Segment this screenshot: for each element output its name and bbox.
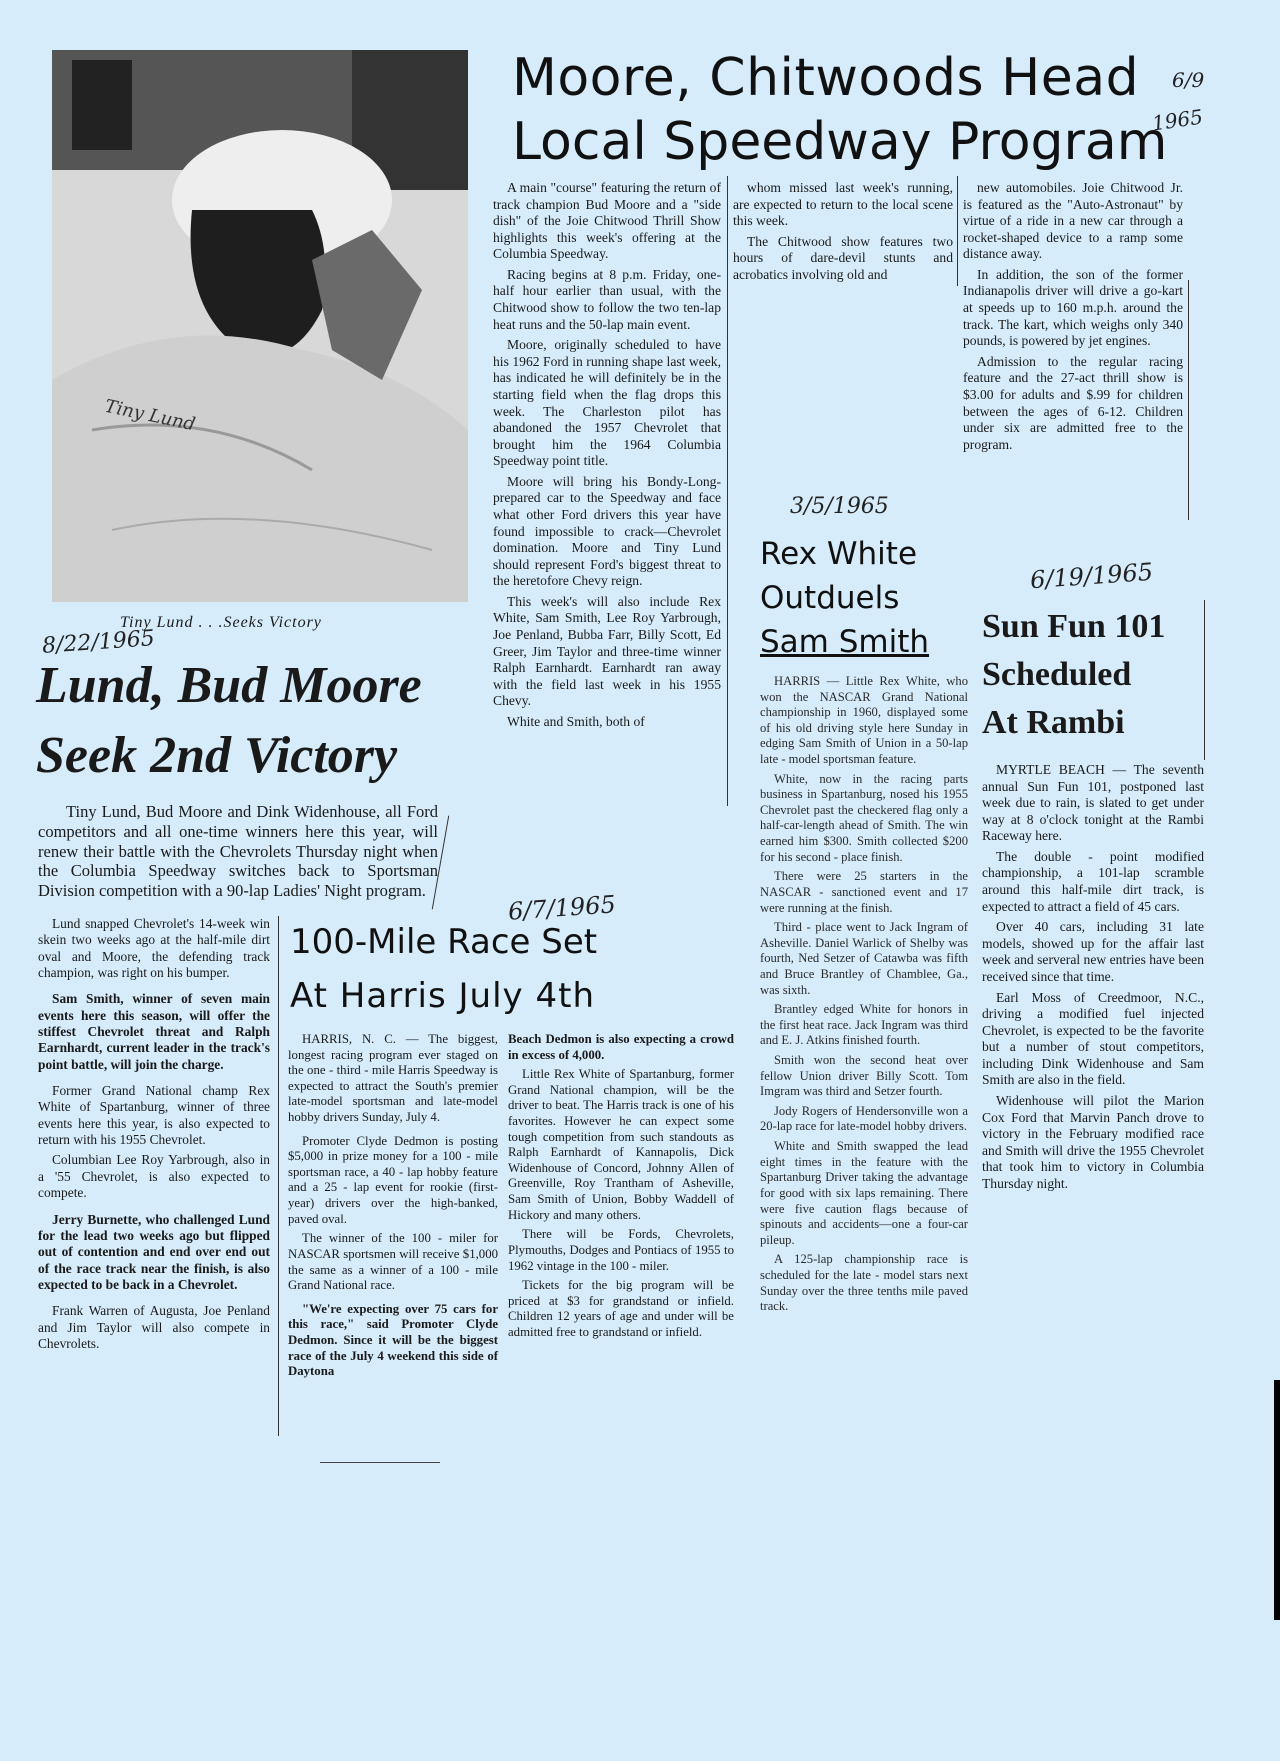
sunfun-headline-1: Sun Fun 101 <box>982 608 1166 645</box>
rex-p1: HARRIS — Little Rex White, who won the NASCAR Grand National championship in 1960, displayed some of his old driving style here Sunday in edging Sam Smith of Union in a 50-lap late - model sportsman feature. <box>760 674 968 767</box>
sunfun-p4: Earl Moss of Creedmoor, N.C., driving a modified fuel injected Chevrolet, is expected to be the favorite but a number of stout competitors, including Dink Widenhouse and Sam Smith are also in the field. <box>982 989 1204 1088</box>
moore-rule-1 <box>727 176 728 806</box>
sunfun-p1: MYRTLE BEACH — The seventh annual Sun Fun 101, postponed last week due to rain, is slated to get under way at 8 o'clock tonight at the Rambi Raceway here. <box>982 762 1204 844</box>
moore-rule-3 <box>1188 280 1189 520</box>
rex-p5: Brantley edged White for honors in the first heat race. Jack Ingram was third and E. J. Atkins finished fourth. <box>760 1002 968 1048</box>
moore-c1-p3: Moore, originally scheduled to have his 1962 Ford in running shape last week, has indicated he will definitely be in the starting field when the flag drops this week. The Charleston pilot has abandoned the 1957 Chevrolet that brought him the 1964 Columbia Speedway point title. <box>493 337 721 469</box>
moore-c3-p3: Admission to the regular racing feature and the 27-act thrill show is $3.00 for adults and $.99 for children between the ages of 6-12. Children under six are admitted free to the program. <box>963 353 1183 452</box>
sunfun-p5: Widenhouse will pilot the Marion Cox Ford that Marvin Panch drove to victory in the February modified race and Smith will drive the 1955 Chevrolet that took him to victory in Columbia Thursday night. <box>982 1092 1204 1191</box>
harris-c1-p2: Promoter Clyde Dedmon is posting $5,000 in prize money for a 100 - mile sportsman race, a 40 - lap hobby feature and a 25 - lap event for rookie (first-year) drivers over the high-banked, paved oval. <box>288 1133 498 1226</box>
rex-body <box>760 674 968 1319</box>
edge-mark <box>1274 1380 1280 1620</box>
lund-body <box>38 916 270 1356</box>
driver-photo <box>52 50 468 602</box>
sunfun-rule <box>1204 600 1205 760</box>
lund-lead-paragraph: Tiny Lund, Bud Moore and Dink Widenhouse, all Ford competitors and all one-time winners here this year, will renew their battle with the Chevrolets Thursday night when the Columbia Speedway switches back to Sportsman Division competition with a 90-lap Ladies' Night program. <box>38 802 438 901</box>
harris-c2-p4: Tickets for the big program will be priced at $3 for grandstand or infield. Children 12 years of age and under will be admitted free to grandstand or infield. <box>508 1278 734 1339</box>
rex-p2: White, now in the racing parts business in Spartanburg, nosed his 1955 Chevrolet past the checkered flag only a half-car-length ahead of Smith. The win earned him $300. Smith collected $200 for his second - place finish. <box>760 771 968 864</box>
lund-p2: Sam Smith, winner of seven main events here this season, will offer the stiffest Chevrolet threat and Ralph Earnhardt, current leader in the track's point battle, will join the charge. <box>38 991 270 1072</box>
harris-c1-p3: The winner of the 100 - miler for NASCAR sportsmen will receive $1,000 the same as a winner of a 100 - mile Grand National race. <box>288 1231 498 1293</box>
moore-col2 <box>733 180 953 287</box>
driver-photo-drawing <box>52 50 468 602</box>
moore-rule-2 <box>957 176 958 286</box>
moore-col1 <box>493 180 721 735</box>
moore-c2-p2: The Chitwood show features two hours of dare-devil stunts and acrobatics involving old and <box>733 233 953 282</box>
moore-c1-p6: White and Smith, both of <box>507 713 645 729</box>
lund-headline-1: Lund, Bud Moore <box>36 657 422 714</box>
harris-c2-p1: Beach Dedmon is also expecting a crowd in excess of 4,000. <box>508 1032 734 1062</box>
harris-headline-1: 100-Mile Race Set <box>290 922 598 962</box>
rex-p6: Smith won the second heat over fellow Union driver Billy Scott. Tom Imgram was third and Setzer fourth. <box>760 1053 968 1099</box>
date-harris: 6/7/1965 <box>507 890 617 926</box>
harris-col1 <box>288 1032 498 1384</box>
sunfun-p3: Over 40 cars, including 31 late models, showed up for the affair last week and serveral new entries have been received since that time. <box>982 919 1204 984</box>
date-top-right: 6/9 <box>1172 68 1205 92</box>
moore-c3-p1: new automobiles. Joie Chitwood Jr. is featured as the "Auto-Astronaut" by virtue of a ride in a new car through a rocket-shaped device to a ramp some distance away. <box>963 180 1183 262</box>
date-top-right-year: 1965 <box>1150 104 1205 136</box>
lund-p6: Frank Warren of Augusta, Joe Penland and Jim Taylor will also compete in Chevrolets. <box>38 1303 270 1351</box>
sunfun-p2: The double - point modified championship, a 101-lap scramble around this half-mile dirt track, is expected to attract a field of 45 cars. <box>982 848 1204 914</box>
photo-caption: Tiny Lund . . .Seeks Victory <box>120 614 322 631</box>
lund-p4: Columbian Lee Roy Yarbrough, also in a '55 Chevrolet, is also expected to compete. <box>38 1152 270 1201</box>
rex-headline-2: Outduels <box>760 580 900 616</box>
sunfun-body <box>982 762 1204 1196</box>
lund-column-rule <box>278 916 279 1436</box>
rex-headline-1: Rex White <box>760 536 918 572</box>
moore-c1-p1: A main "course" featuring the return of track champion Bud Moore and a "side dish" of the Joie Chitwood Thrill Show highlights this week's offering at the Columbia Speedway. <box>493 180 721 262</box>
rex-p8: White and Smith swapped the lead eight times in the feature with the Spartanburg Driver taking the advantage for good with six laps remaining. There were five caution flags because of spinouts and accidents—one a four-car pileup. <box>760 1139 968 1247</box>
harris-c2-p2: Little Rex White of Spartanburg, former Grand National champion, will be the driver to beat. The Harris track is one of his favorites. However he can expect some tough competition from such standouts as Ralph Earnhardt of Kannapolis, Dick Widenhouse of Concord, Johnny Allen of Greenville, Roy Trantham of Asheville, Sam Smith of Union, Bobby Waddell of Hickory and many others. <box>508 1067 734 1222</box>
rex-p9: A 125-lap championship race is scheduled for the late - model stars next Sunday over the three tenths mile paved track. <box>760 1252 968 1314</box>
date-lund: 8/22/1965 <box>41 626 156 659</box>
moore-c1-p4: Moore will bring his Bondy-Long-prepared car to the Speedway and face what other Ford drivers this year have found impossible to crack—Chevrolet domination. Moore and Tiny Lund should represent Ford's biggest threat to the heretofore Chevy reign. <box>493 473 721 589</box>
date-sun-fun: 6/19/1965 <box>1029 557 1154 595</box>
moore-headline-1: Moore, Chitwoods Head <box>512 48 1140 108</box>
harris-bottom-rule <box>320 1462 440 1463</box>
rex-p4: Third - place went to Jack Ingram of Asheville. Daniel Warlick of Shelby was fourth, Ned Setzer of Catawba was fifth and Bruce Brantley of Chamblee, Ga., was sixth. <box>760 920 968 997</box>
rex-headline-3: Sam Smith <box>760 624 930 660</box>
harris-c1-p4: "We're expecting over 75 cars for this race," said Promoter Clyde Dedmon. Since it will be the biggest race of the July 4 weekend this side of Daytona <box>288 1301 498 1379</box>
sunfun-headline-2: Scheduled <box>982 656 1132 693</box>
harris-c1-p1: HARRIS, N. C. — The biggest, longest racing program ever staged on the one - third - mile Harris Speedway is expected to attract the South's premier late-model sportsman and late-model hobby drivers Sunday, July 4. <box>288 1032 498 1125</box>
moore-c3-p2: In addition, the son of the former Indianapolis driver will drive a go-kart at speeds up to 160 m.p.h. around the track. The kart, which weighs only 340 pounds, is powered by jet engines. <box>963 266 1183 349</box>
moore-headline-2: Local Speedway Program <box>512 112 1168 172</box>
moore-c1-p5: This week's will also include Rex White, Sam Smith, Lee Roy Yarbrough, Joe Penland, Bubba Farr, Billy Scott, Ed Greer, Jim Taylor and three-time winner Ralph Earnhardt. Earnhardt ran away with the field last week in his 1955 Chevy. <box>493 593 721 709</box>
lund-headline-2: Seek 2nd Victory <box>36 727 398 784</box>
shirt-lettering: Tiny Lund <box>102 395 198 436</box>
lund-p5: Jerry Burnette, who challenged Lund for the lead two weeks ago but flipped out of contention and end over end out of the race track near the finish, is also expected to be back in a Chevrolet. <box>38 1211 270 1292</box>
sunfun-headline-3: At Rambi <box>982 704 1125 741</box>
moore-c2-p1: whom missed last week's running, are expected to return to the local scene this week. <box>733 180 953 229</box>
lund-lead <box>38 802 438 905</box>
lund-p3: Former Grand National champ Rex White of Spartanburg, winner of three events here this year, is also expected to return with his 1955 Chevrolet. <box>38 1083 270 1148</box>
harris-col2 <box>508 1032 734 1345</box>
moore-c1-p2: Racing begins at 8 p.m. Friday, one-half hour earlier than usual, with the Chitwood show to follow the two ten-lap heat runs and the 50-lap main event. <box>493 266 721 332</box>
rex-p3: There were 25 starters in the NASCAR - sanctioned event and 17 were running at the finish. <box>760 869 968 915</box>
rex-p7: Jody Rogers of Hendersonville won a 20-lap race for late-model hobby drivers. <box>760 1103 968 1134</box>
date-rex-white: 3/5/1965 <box>790 494 889 519</box>
moore-col3 <box>963 180 1183 457</box>
harris-headline-2: At Harris July 4th <box>290 976 595 1016</box>
harris-c2-p3: There will be Fords, Chevrolets, Plymouths, Dodges and Pontiacs of 1955 to 1962 vintage in the 100 - miler. <box>508 1227 734 1273</box>
lund-p1: Lund snapped Chevrolet's 14-week win skein two weeks ago at the half-mile dirt oval and Moore, the defending track champion, was right on his bumper. <box>38 916 270 981</box>
